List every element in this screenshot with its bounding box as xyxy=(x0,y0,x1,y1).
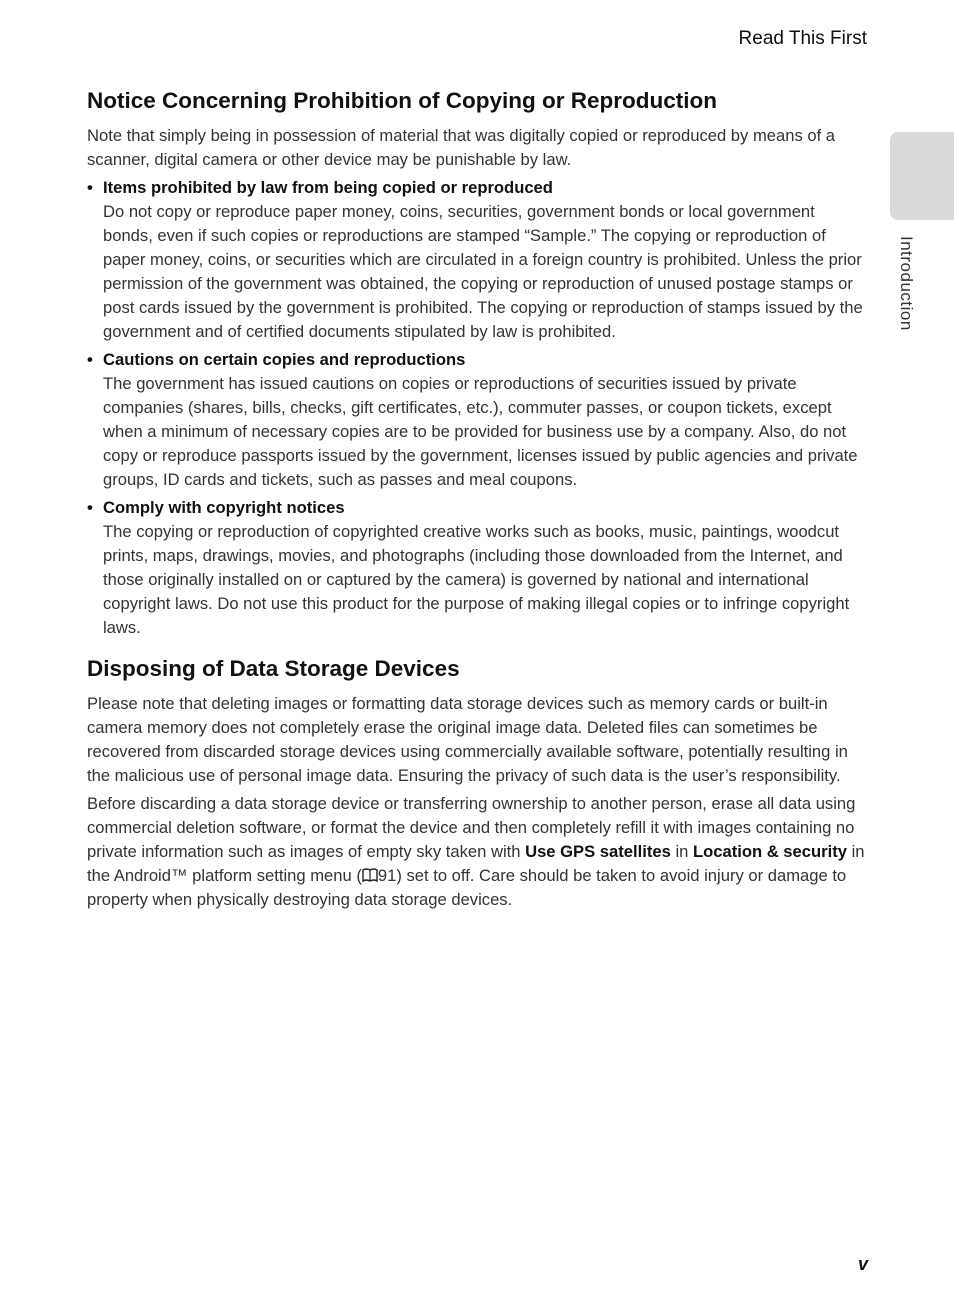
book-reference-icon xyxy=(362,865,378,879)
running-header: Read This First xyxy=(738,28,867,49)
text-run: in the Android™ platform setting menu ( xyxy=(87,842,865,885)
bullet-title: Items prohibited by law from being copied or reproduced xyxy=(103,178,553,197)
section-tab-label: Introduction xyxy=(897,236,916,331)
menu-item-reference: Use GPS satellites xyxy=(525,842,671,861)
bullet-icon: • xyxy=(87,178,93,197)
section-title-disposing: Disposing of Data Storage Devices xyxy=(87,656,460,681)
bullet-icon: • xyxy=(87,498,93,517)
page-content xyxy=(87,86,867,916)
page-reference: 91 xyxy=(377,866,397,885)
bullet-icon: • xyxy=(87,350,93,369)
bullet-body: The government has issued cautions on copies or reproductions of securities issued by private companies (shares, bills, checks, gift certificates, etc.), commuter passes, or coupon tickets, except when a minimum of necessary copies are to be provided for business use by a company. Also, do not copy or reproduce passports issued by the government, licenses issued by public agencies and private groups, ID cards and tickets, such as passes and meal coupons. xyxy=(103,374,858,489)
text-run: Before discarding a data storage device or transferring ownership to another person, erase all data using commercial deletion software, or format the device and then completely refill it with images containing no private information such as images of empty sky taken with xyxy=(87,794,856,861)
bullet-list xyxy=(87,176,867,640)
text-run: in xyxy=(670,842,693,861)
list-item xyxy=(87,496,867,640)
paragraph xyxy=(87,792,867,912)
bullet-title: Cautions on certain copies and reproductions xyxy=(103,350,466,369)
section-title-copying: Notice Concerning Prohibition of Copying or Reproduction xyxy=(87,88,717,113)
section-tab xyxy=(890,132,954,220)
list-item xyxy=(87,348,867,492)
paragraph: Please note that deleting images or formatting data storage devices such as memory cards or built-in camera memory does not completely erase the original image data. Deleted files can sometimes be recovered from discarded storage devices using commercially available software, potentially resulting in the malicious use of personal image data. Ensuring the privacy of such data is the user’s responsibility. xyxy=(87,694,848,785)
bullet-body: Do not copy or reproduce paper money, coins, securities, government bonds or local government bonds, even if such copies or reproductions are stamped “Sample.” The copying or reproduction of paper money, coins, or securities which are circulated in a foreign country is prohibited. Unless the prior permission of the government was obtained, the copying or reproduction of unused postage stamps or post cards issued by the government is prohibited. The copying or reproduction of stamps issued by the government and of certified documents stipulated by law is prohibited. xyxy=(103,202,863,341)
page-number: v xyxy=(857,1254,868,1274)
bullet-title: Comply with copyright notices xyxy=(103,498,345,517)
section-intro: Note that simply being in possession of material that was digitally copied or reproduced by means of a scanner, digital camera or other device may be punishable by law. xyxy=(87,126,836,169)
list-item xyxy=(87,176,867,344)
section-disposing xyxy=(87,654,867,912)
text-run: ) set to off. Care should be taken to avoid injury or damage to property when physically destroying data storage devices. xyxy=(87,866,847,909)
bullet-body: The copying or reproduction of copyrighted creative works such as books, music, paintings, woodcut prints, maps, drawings, movies, and photographs (including those downloaded from the Internet, and those originally installed on or captured by the camera) is governed by national and international copyright laws. Do not use this product for the purpose of making illegal copies or to infringe copyright laws. xyxy=(103,522,850,637)
menu-reference: Location & security xyxy=(692,842,847,861)
